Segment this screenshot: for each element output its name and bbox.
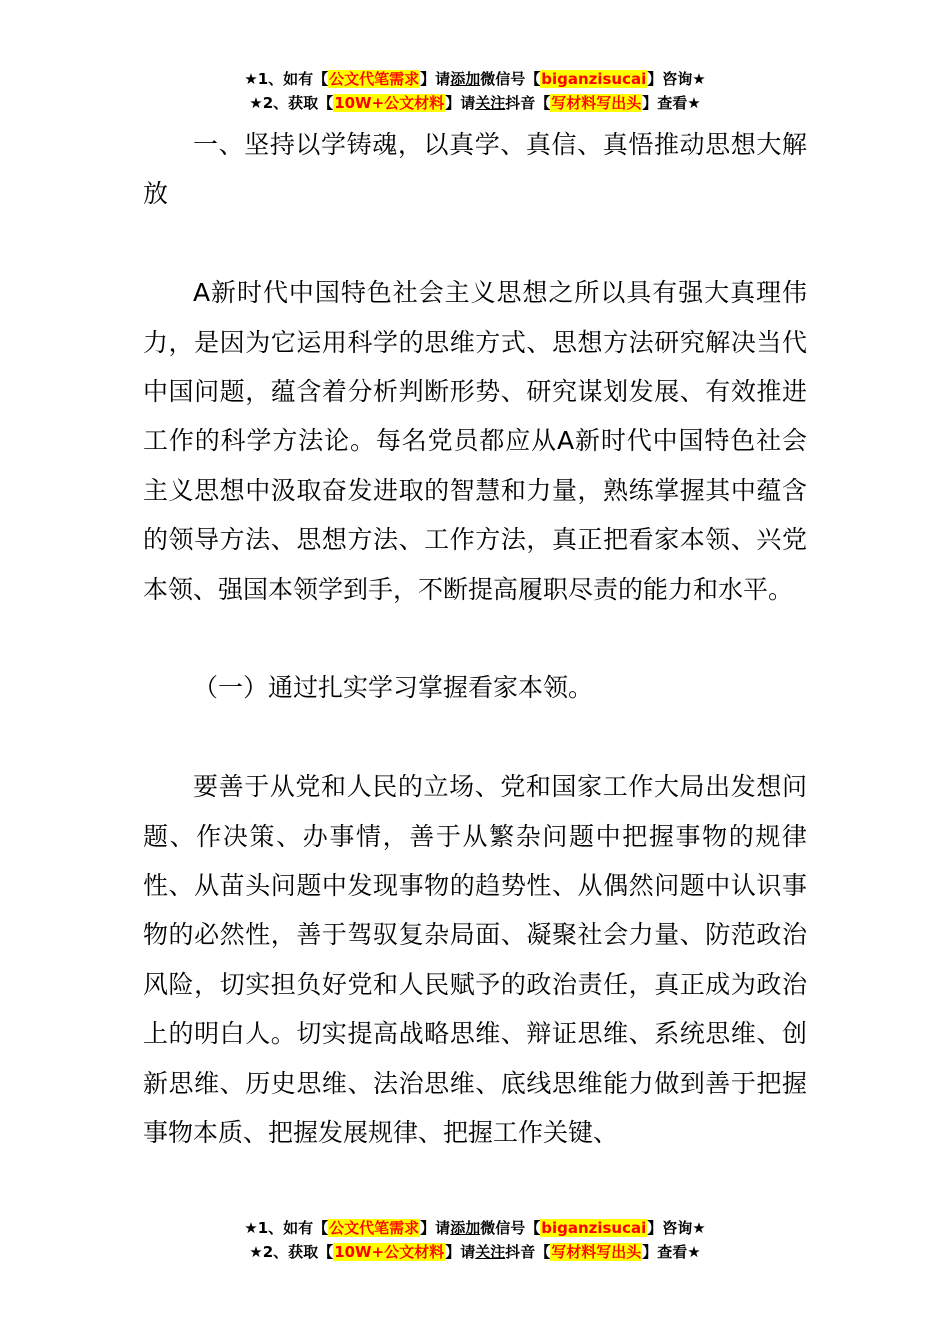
paragraph-gap [143, 614, 807, 663]
banner-line-2 [0, 1241, 950, 1265]
section-heading: 一、坚持以学铸魂，以真学、真信、真悟推动思想大解放 [143, 130, 807, 209]
sub-heading: （一）通过扎实学习掌握看家本领。 [193, 673, 594, 703]
banner-line-2 [0, 92, 950, 116]
body-paragraph: A新时代中国特色社会主义思想之所以具有强大真理伟力，是因为它运用科学的思维方式、思想方法研究解决当代中国问题，蕴含着分析判断形势、研究谋划发展、有效推进工作的科学方法论。每名党员都应从A新时代中国特色社会主义思想中汲取奋发进取的智慧和力量，熟练掌握其中蕴含的领导方法、思想方法、工作方法，真正把看家本领、兴党本领、强国本领学到手，不断提高履职尽责的能力和水平。 [143, 278, 807, 604]
banner-text: ★1、如有【 [244, 70, 329, 88]
banner-underline: 添加 [450, 1219, 481, 1237]
banner-highlight: 公文代笔需求 [329, 1219, 420, 1237]
banner-underline: 关注 [475, 1243, 506, 1261]
banner-highlight: biganzisucai [541, 1219, 647, 1237]
banner-text: 】查看★ [642, 1243, 701, 1261]
document-body [143, 120, 807, 1157]
banner-text: 抖音【 [505, 1243, 551, 1261]
body-paragraph: 要善于从党和人民的立场、党和国家工作大局出发想问题、作决策、办事情，善于从繁杂问题中把握事物的规律性、从苗头问题中发现事物的趋势性、从偶然问题中认识事物的必然性，善于驾驭复杂局面、凝聚社会力量、防范政治风险，切实担负好党和人民赋予的政治责任，真正成为政治上的明白人。切实提高战略思维、辩证思维、系统思维、创新思维、历史思维、法治思维、底线思维能力做到善于把握事物本质、把握发展规律、把握工作关键、 [143, 772, 807, 1148]
banner-underline: 关注 [475, 94, 506, 112]
footer-banner [0, 1217, 950, 1265]
banner-text: 】请 [445, 1243, 476, 1261]
banner-highlight: 写材料写出头 [551, 94, 642, 112]
banner-text: ★2、获取【 [249, 94, 334, 112]
banner-text: 】请 [420, 1219, 451, 1237]
banner-text: 抖音【 [505, 94, 551, 112]
banner-text: ★1、如有【 [244, 1219, 329, 1237]
banner-highlight: biganzisucai [541, 70, 647, 88]
banner-highlight: 公文代笔需求 [329, 70, 420, 88]
banner-highlight: 写材料写出头 [551, 1243, 642, 1261]
banner-text: 微信号【 [480, 70, 541, 88]
banner-underline: 添加 [450, 70, 481, 88]
banner-text: 】请 [445, 94, 476, 112]
banner-line-1 [0, 68, 950, 92]
banner-highlight: 10W+公文材料 [334, 94, 445, 112]
banner-text: 微信号【 [480, 1219, 541, 1237]
banner-text: ★2、获取【 [249, 1243, 334, 1261]
banner-highlight: 10W+公文材料 [334, 1243, 445, 1261]
banner-line-1 [0, 1217, 950, 1241]
banner-text: 】咨询★ [647, 1219, 706, 1237]
banner-text: 】查看★ [642, 94, 701, 112]
banner-text: 】咨询★ [647, 70, 706, 88]
paragraph-gap [143, 713, 807, 762]
header-banner [0, 68, 950, 116]
paragraph-gap [143, 219, 807, 268]
banner-text: 】请 [420, 70, 451, 88]
